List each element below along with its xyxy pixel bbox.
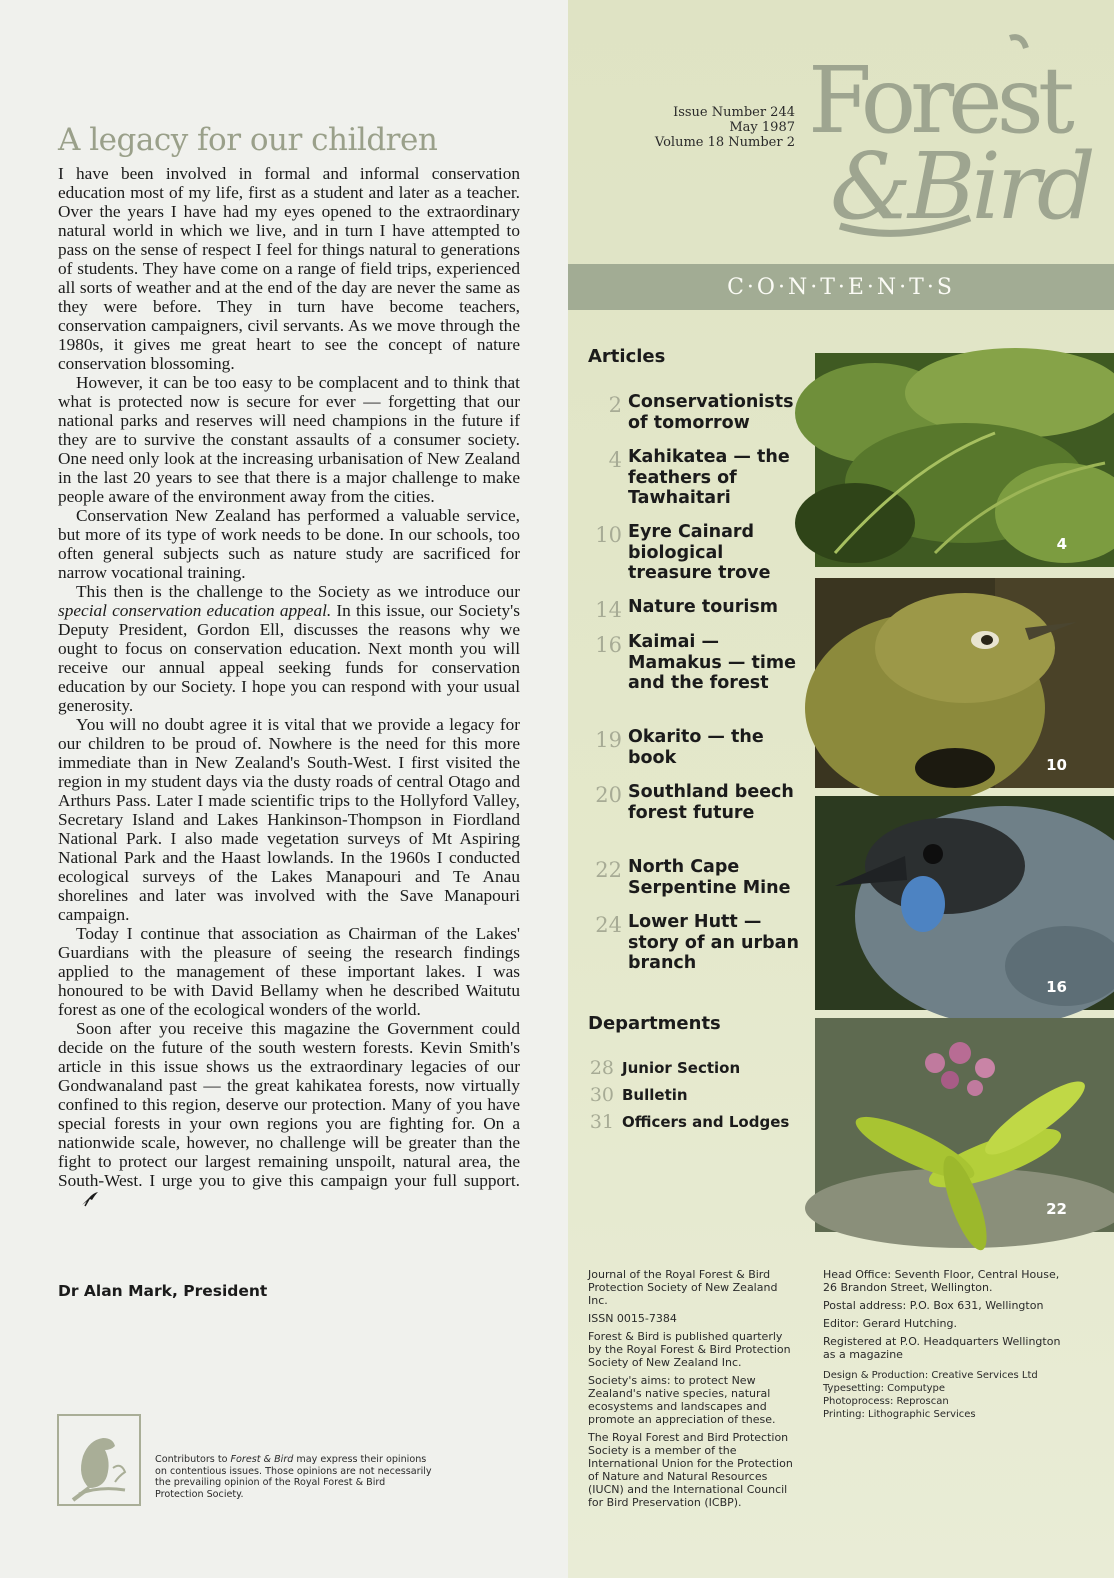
editorial-signature: Dr Alan Mark, President: [58, 1282, 268, 1300]
editorial-text: Soon after you receive this magazine the Government could decide on the future of the south western forests. Kevin Smith's article in this issue shows us the extraordinary legacies of our Gondwanaland past — the great kahikatea forests, now virtually confined to this region, deserve our protection. Many of you have special forests in your own regions you are fighting for. On a nationwide scale, however, no challenge will be greater than the fight to protect our largest remaining unspoilt, natural area, the South-West. I urge you to give this campaign your full support.: [58, 1019, 520, 1190]
colophon-registration: Registered at P.O. Headquarters Wellington as a magazine: [823, 1335, 1061, 1361]
editorial-paragraph: Today I continue that association as Chairman of the Lakes' Guardians with the pleasure of seeing the research findings applied to the management of these important lakes. I was honoured to be with David Bellamy when he described Waitutu forest as one of the ecological wonders of the world.: [58, 924, 520, 1019]
toc-item[interactable]: [588, 782, 810, 823]
toc-page: 4: [608, 448, 622, 472]
editorial-body: [58, 164, 520, 1211]
bird-end-mark-icon: [62, 1191, 100, 1211]
toc-title: Conservationists of tomorrow: [628, 392, 794, 433]
articles-heading: Articles: [588, 346, 666, 367]
masthead-line1: Forest: [808, 47, 1069, 154]
colophon-issn: ISSN 0015-7384: [588, 1312, 677, 1325]
toc-title: Kahikatea — the feathers of Tawhaitari: [628, 447, 790, 508]
editorial-paragraph: Conservation New Zealand has performed a valuable service, but more of its type of work needs to be done. In our schools, too often general subjects such as nature study are sacrificed for narrow vocational training.: [58, 506, 520, 582]
department-page: 30: [589, 1084, 614, 1106]
departments-heading: Departments: [588, 1013, 721, 1034]
disclaimer-text: may express their opinions on contentious issues. Those opinions are not necessarily the prevailing opinion of the Royal Forest & Bird Protection Society.: [155, 1454, 432, 1500]
bellbird-photo: [815, 578, 1114, 788]
editorial-text: In this issue, our Society's Deputy President, Gordon Ell, discusses the reasons why we ought to focus on conservation education. Next month you will receive our annual appeal seeking funds for conservation education by our Society. I hope you can respond with your usual generosity.: [58, 601, 520, 715]
credit-typesetting: Typesetting: Computype: [823, 1383, 946, 1394]
toc-page: 2: [608, 393, 622, 417]
toc-page: 10: [595, 523, 622, 547]
toc-item[interactable]: [588, 632, 810, 694]
credit-printing: Printing: Lithographic Services: [823, 1409, 976, 1420]
editorial-text: This then is the challenge to the Society as we introduce our: [76, 582, 520, 601]
toc-page: 22: [595, 858, 622, 882]
production-credits: [823, 1369, 1068, 1421]
photo-page-label: 10: [1046, 756, 1067, 774]
toc-page: 20: [595, 783, 622, 807]
disclaimer-text: Contributors to: [155, 1454, 231, 1465]
colophon-editor: Editor: Gerard Hutching.: [823, 1317, 958, 1330]
credit-photoprocess: Photoprocess: Reproscan: [823, 1396, 949, 1407]
credit-design: Design & Production: Creative Services Ltd: [823, 1370, 1038, 1381]
colophon-aims: Society's aims: to protect New Zealand's native species, natural ecosystems and landscapes and promote an appreciation of these.: [588, 1374, 776, 1426]
photo-page-label: 22: [1046, 1200, 1067, 1218]
masthead-line2: &Bird: [830, 133, 1092, 240]
toc-title: Eyre Cainard biological treasure trove: [628, 522, 771, 583]
issue-number: Issue Number 244: [673, 105, 795, 120]
contributors-disclaimer: [155, 1454, 435, 1500]
contents-banner: [568, 264, 1114, 310]
toc-title: Okarito — the book: [628, 727, 764, 768]
issue-info: [630, 105, 795, 150]
photo-page-label: 4: [1056, 535, 1067, 553]
toc-title: Southland beech forest future: [628, 782, 794, 823]
department-title: Officers and Lodges: [622, 1113, 790, 1131]
editorial-paragraph: You will no doubt agree it is vital that we provide a legacy for our children to be proud of. Nowhere is the need for this more immediate than in New Zealand's South-West. I first visited the region in my student days via the dusty roads of central Otago and Arthurs Pass. Later I made scientific trips to the Hollyford Valley, Secretary Island and Lakes Hankinson-Thompson in Fiordland National Park. I also made vegetation surveys of Mt Aspiring National Park and the Haast lowlands. In the 1960s I conducted ecological surveys of the Lakes Manapouri and Te Anau shorelines and later was involved with the Save Manapouri campaign.: [58, 715, 520, 924]
editorial-paragraph: [58, 1019, 520, 1211]
colophon-membership: The Royal Forest and Bird Protection Society is a member of the International Union for the Protection of Nature and Natural Resources (IUCN) and the International Council for Bird Preservation (ICBP).: [588, 1431, 793, 1509]
toc-page: 16: [595, 633, 622, 657]
fern-forest-photo: [815, 353, 1114, 567]
kaka-emblem-icon: [57, 1414, 141, 1506]
toc-item[interactable]: [588, 857, 810, 898]
editorial-paragraph: I have been involved in formal and informal conservation education most of my life, first as a student and later as a teacher. Over the years I have had my eyes opened to the extraordinary natural world in which we live, and in turn I have attempted to pass on the sense of respect I feel for things natural to generations of students. They have come on a range of field trips, experienced all sorts of weather and at the end of the day are never the same as they were before. They in turn have become teachers, conservation campaigners, civil servants. As we move through the 1980s, it gives me great heart to see the concept of nature conservation blossoming.: [58, 164, 520, 373]
toc-title: Nature tourism: [628, 597, 778, 617]
toc-item[interactable]: [588, 597, 810, 621]
department-title: Bulletin: [622, 1086, 688, 1104]
toc-page: 24: [595, 913, 622, 937]
toc-item[interactable]: [588, 727, 810, 768]
kokako-photo: [815, 796, 1114, 1010]
colophon-office: [823, 1268, 1068, 1421]
appeal-name: special conservation education appeal.: [58, 601, 332, 620]
department-page: 31: [589, 1111, 614, 1133]
toc-title: Lower Hutt — story of an urban branch: [628, 912, 799, 973]
editorial-title: A legacy for our children: [58, 122, 438, 158]
colophon-society: [588, 1268, 793, 1514]
toc-title: North Cape Serpentine Mine: [628, 857, 791, 898]
editorial-paragraph: [58, 582, 520, 715]
editorial-paragraph: However, it can be too easy to be complacent and to think that what is protected now is secure for ever — forgetting that our national parks and reserves will need champions in the future if they are to survive the constant assaults of a consumer society. One need only look at the increasing urbanisation of New Zealand in the last 20 years to see that there is a major challenge to make people aware of the environment away from the cities.: [58, 373, 520, 506]
department-title: Junior Section: [622, 1059, 741, 1077]
flowering-plant-photo: [815, 1018, 1114, 1232]
colophon-publisher: Forest & Bird is published quarterly by the Royal Forest & Bird Protection Society of New Zealand Inc.: [588, 1330, 791, 1369]
toc-item[interactable]: [588, 522, 810, 584]
toc-item[interactable]: [588, 447, 810, 509]
colophon-journal: Journal of the Royal Forest & Bird Protection Society of New Zealand Inc.: [588, 1268, 778, 1307]
department-page: 28: [589, 1057, 614, 1079]
toc-item[interactable]: [588, 912, 810, 974]
department-item[interactable]: [588, 1111, 810, 1133]
issue-volume: Volume 18 Number 2: [654, 135, 795, 150]
photo-page-label: 16: [1046, 978, 1067, 996]
toc-item[interactable]: [588, 392, 810, 433]
department-item[interactable]: [588, 1057, 810, 1079]
toc-title: Kaimai — Mamakus — time and the forest: [628, 632, 796, 693]
issue-date: May 1987: [729, 120, 795, 135]
department-item[interactable]: [588, 1084, 810, 1106]
colophon-head-office: Head Office: Seventh Floor, Central House, 26 Brandon Street, Wellington.: [823, 1268, 1060, 1294]
magazine-name: Forest & Bird: [230, 1454, 294, 1465]
contents-label: C·O·N·T·E·N·T·S: [727, 274, 955, 300]
toc-page: 19: [595, 728, 622, 752]
toc-page: 14: [595, 598, 622, 622]
masthead-logo: [800, 30, 1092, 249]
colophon-postal: Postal address: P.O. Box 631, Wellington: [823, 1299, 1044, 1312]
